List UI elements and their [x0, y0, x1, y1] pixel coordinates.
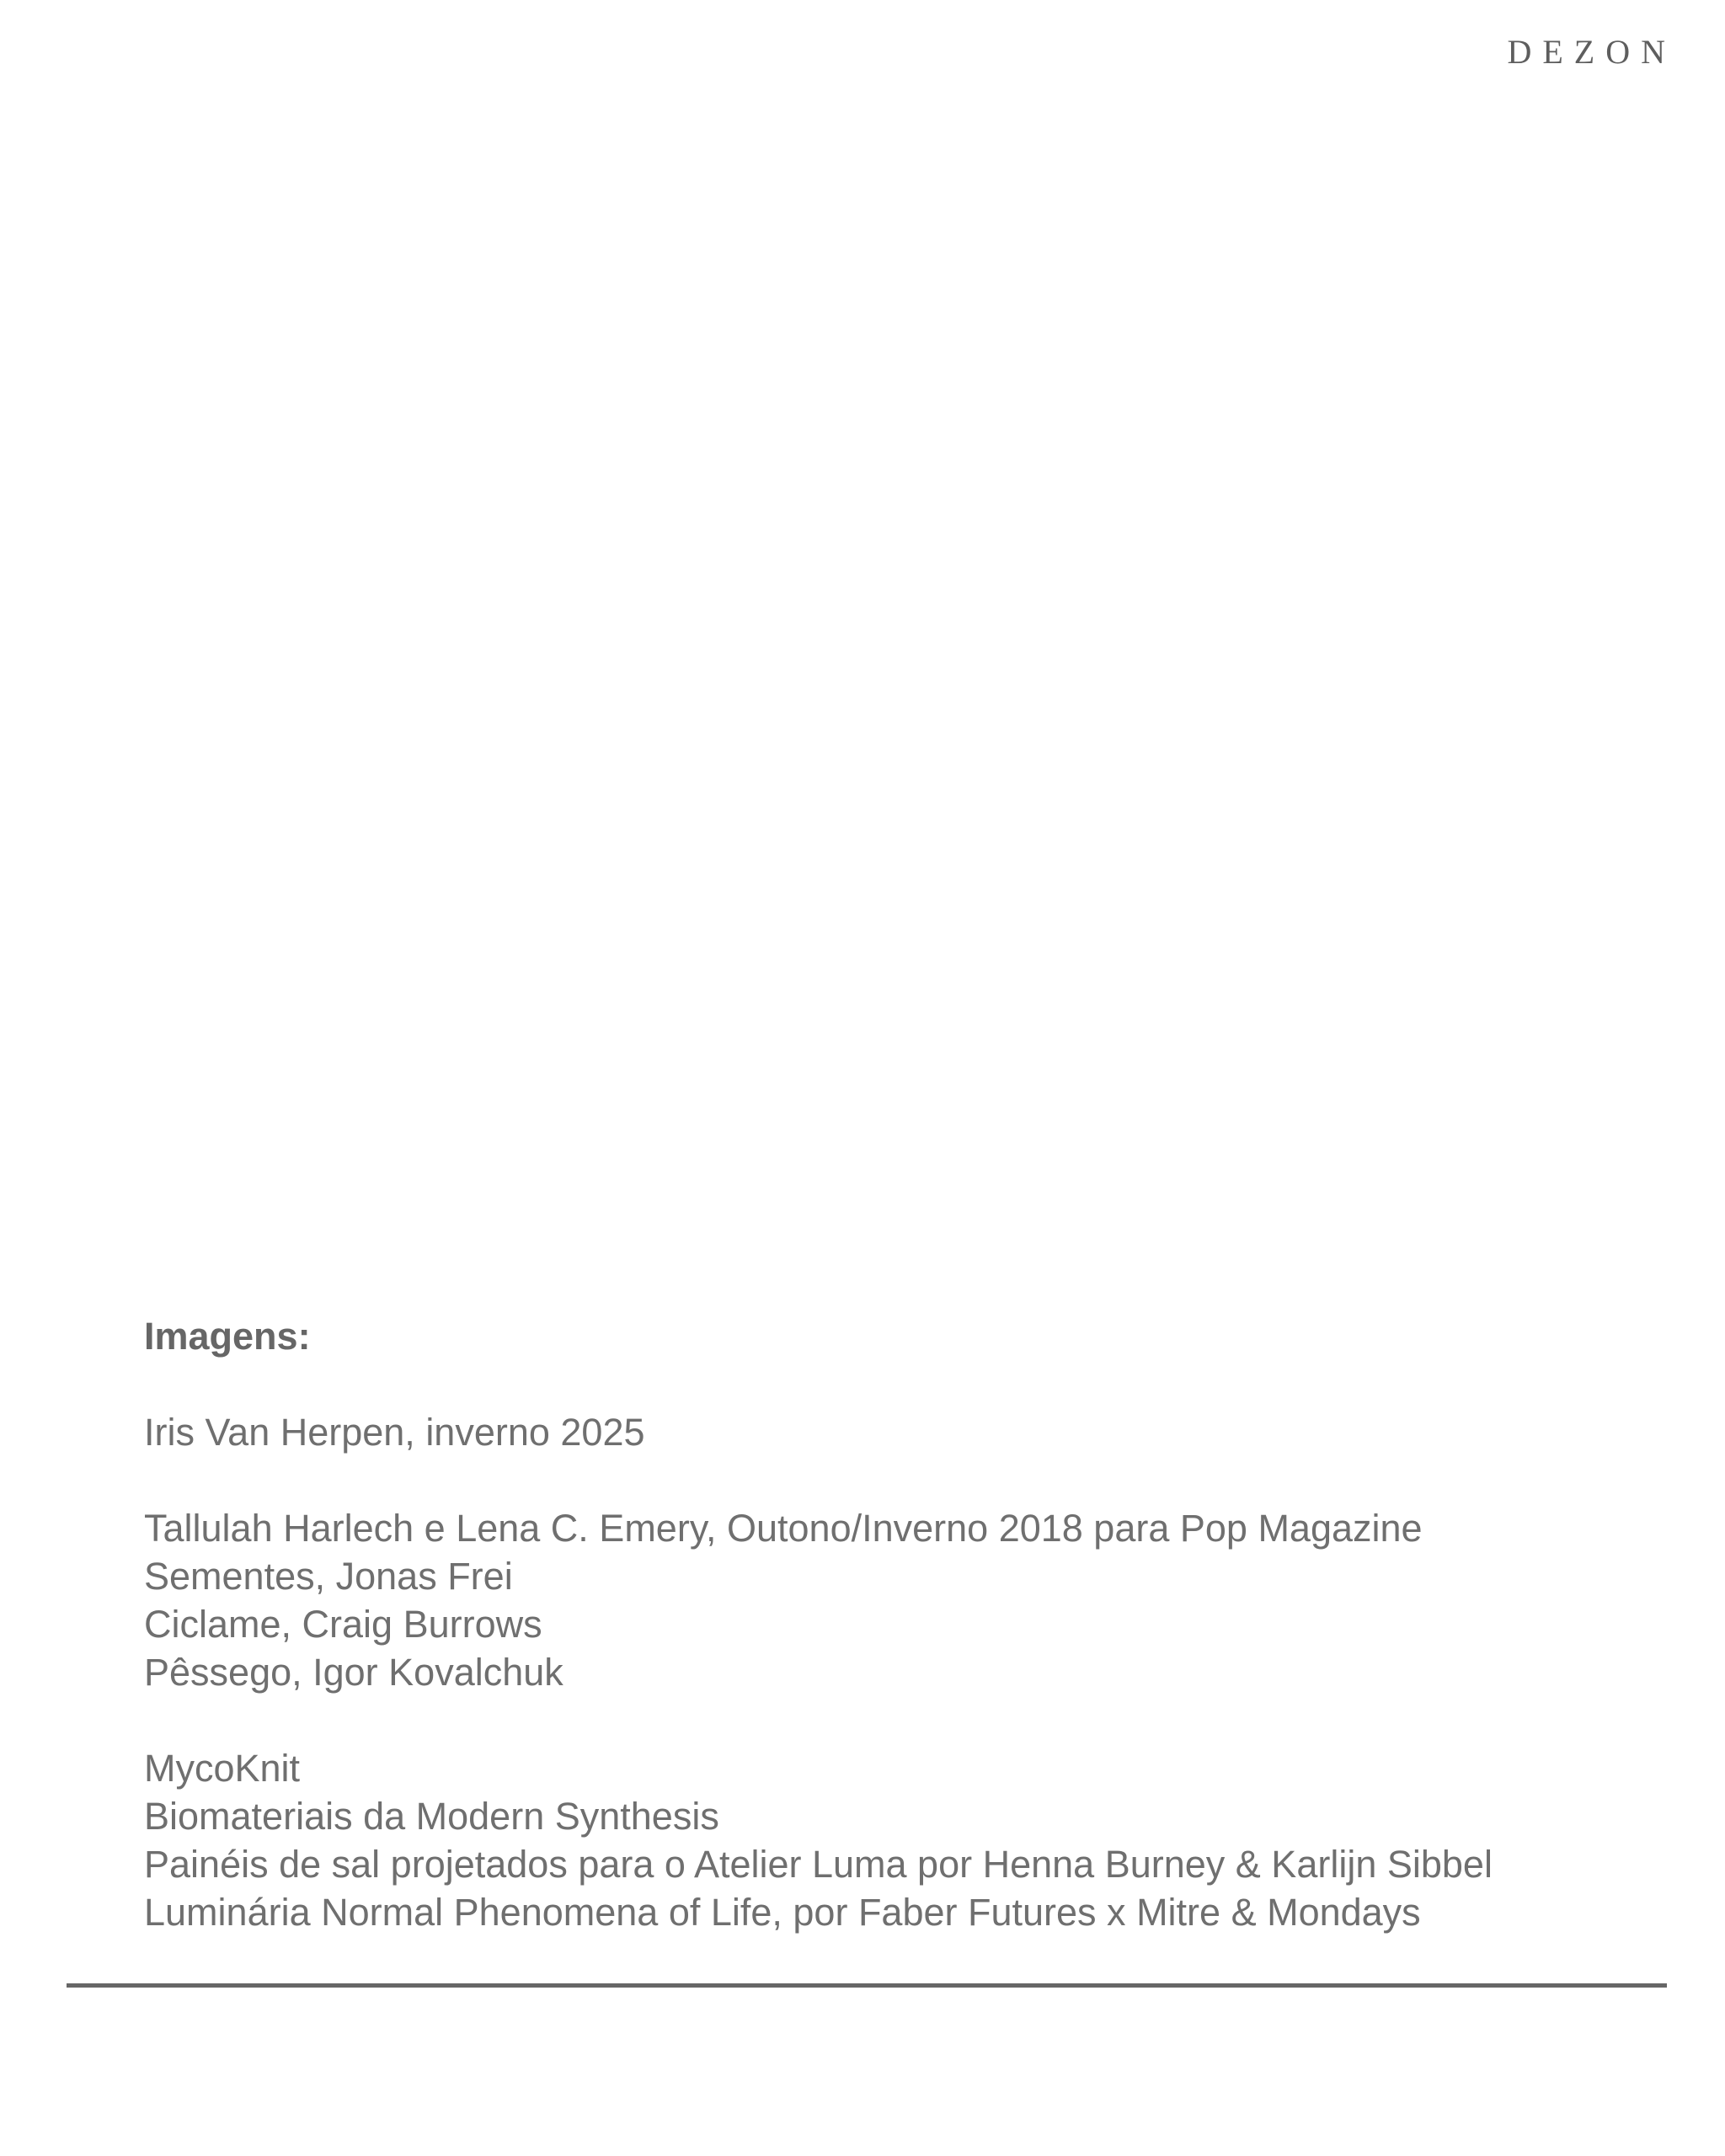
- credit-line: Pêssego, Igor Kovalchuk: [144, 1651, 563, 1694]
- credit-group-3: [144, 1744, 1677, 1936]
- image-credits: [144, 1312, 1677, 1984]
- credit-group-2: [144, 1504, 1677, 1696]
- bottom-divider: [67, 1983, 1667, 1988]
- credit-line: Sementes, Jonas Frei: [144, 1555, 513, 1598]
- brand-wordmark: DEZON: [1507, 33, 1676, 71]
- credits-heading: Imagens:: [144, 1315, 311, 1358]
- credit-line: Tallulah Harlech e Lena C. Emery, Outono/Inverno 2018 para Pop Magazine: [144, 1507, 1423, 1550]
- credit-line: Iris Van Herpen, inverno 2025: [144, 1411, 645, 1454]
- credit-line: MycoKnit: [144, 1747, 301, 1790]
- credit-line: Painéis de sal projetados para o Atelier Luma por Henna Burney & Karlijn Sibbel: [144, 1843, 1493, 1886]
- credit-line: Ciclame, Craig Burrows: [144, 1603, 542, 1646]
- credit-line: Biomateriais da Modern Synthesis: [144, 1795, 719, 1838]
- credit-line: Luminária Normal Phenomena of Life, por Faber Futures x Mitre & Mondays: [144, 1891, 1421, 1934]
- credit-group-1: [144, 1408, 1677, 1456]
